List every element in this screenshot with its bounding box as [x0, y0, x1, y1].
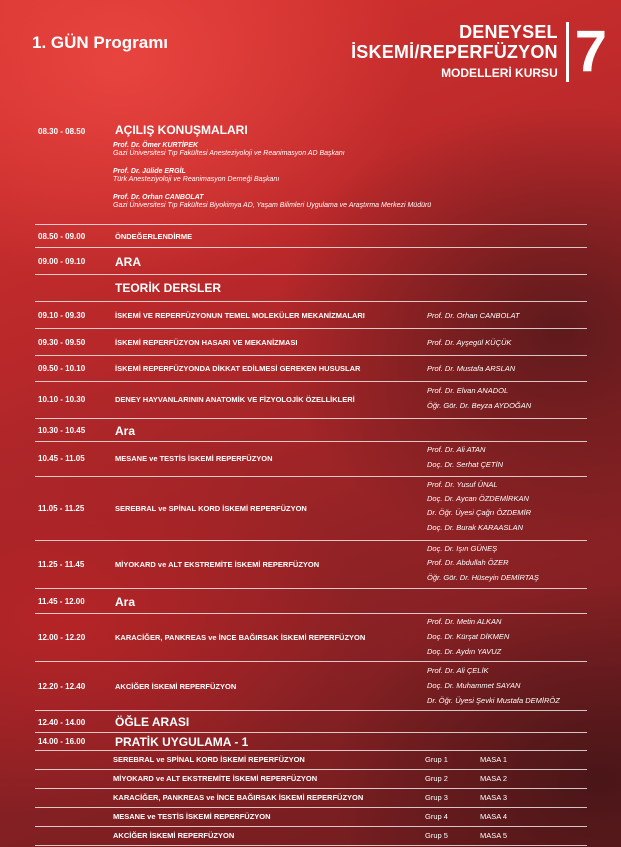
practical-group: Grup 3: [425, 793, 448, 802]
lecture-topic: İSKEMİ REPERFÜZYONDA DİKKAT EDİLMESİ GEREKEN HUSUSLAR: [115, 364, 361, 373]
lecture-time: 10.10 - 10.30: [38, 395, 86, 404]
lecturer: Doç. Dr. Muhammet SAYAN: [427, 681, 521, 690]
lunch-title: ÖĞLE ARASI: [115, 715, 190, 729]
lecture-row: [35, 329, 587, 356]
practical-title: PRATİK UYGULAMA - 1: [115, 735, 249, 749]
practical-table: MASA 5: [480, 831, 508, 840]
break-title: ARA: [115, 255, 141, 269]
practical-topic: MİYOKARD ve ALT EKSTREMİTE İSKEMİ REPERFÜZYON: [113, 774, 318, 783]
speaker-affiliation: Türk Anesteziyoloji ve Reanimasyon Derneği Başkanı: [113, 176, 280, 183]
lecturer: Prof. Dr. Ali ÇELİK: [427, 666, 489, 675]
lecture-time: 09.10 - 09.30: [38, 311, 86, 320]
lecturer: Doç. Dr. Kürşat DİKMEN: [427, 632, 510, 641]
lecturer: Prof. Dr. Ali ATAN: [427, 445, 486, 454]
practical-table: MASA 1: [480, 755, 508, 764]
lunch-time: 12.40 - 14.00: [38, 718, 86, 727]
speaker-affiliation: Gazi Üniversitesi Tıp Fakültesi Biyokimya AD, Yaşam Bilimleri Uygulama ve Araştırma Merkezi Müdürü: [113, 202, 432, 209]
lecture-topic: İSKEMİ REPERFÜZYON HASARI VE MEKANİZMASI: [115, 338, 298, 347]
session-time: 11.05 - 11.25: [38, 504, 85, 513]
speaker: [113, 194, 431, 209]
session-time: 10.45 - 11.05: [38, 454, 85, 463]
practical-row: [35, 827, 587, 846]
lecturer: Doç. Dr. Aydın YAVUZ: [427, 647, 502, 656]
practical-topic: AKCİĞER İSKEMİ REPERFÜZYON: [113, 831, 235, 840]
lecturer: Prof. Dr. Metin ALKAN: [427, 617, 502, 626]
practical-topic: MESANE ve TESTİS İSKEMİ REPERFÜZYON: [113, 812, 271, 821]
opening-time: 08.30 - 08.50: [38, 127, 86, 136]
session-row: [35, 662, 587, 711]
lecture-row: [35, 356, 587, 382]
practical-group: Grup 4: [425, 812, 448, 821]
session-topic: AKCİĞER İSKEMİ REPERFÜZYON: [115, 682, 237, 691]
lecturer: Dr. Öğr. Üyesi Şevki Mustafa DEMİRÖZ: [427, 696, 560, 705]
break-row: [35, 589, 587, 614]
theory-title: TEORİK DERSLER: [115, 281, 222, 295]
practical-group: Grup 2: [425, 774, 448, 783]
session-time: 12.20 - 12.40: [38, 682, 86, 691]
course-number: 7: [574, 19, 607, 84]
pretest-time: 08.50 - 09.00: [38, 232, 86, 241]
practical-group: Grup 5: [425, 831, 448, 840]
break-row: [35, 248, 587, 275]
lecture-topic: DENEY HAYVANLARININ ANATOMİK VE FİZYOLOJİK ÖZELLİKLERİ: [115, 395, 355, 404]
practical-row: [35, 751, 587, 770]
session-topic: SEREBRAL ve SPİNAL KORD İSKEMİ REPERFÜZYON: [115, 504, 307, 513]
break-title: Ara: [115, 595, 136, 609]
lecture-time: 09.50 - 10.10: [38, 364, 86, 373]
practical-heading-row: [35, 733, 587, 751]
lecturer: Öğr. Gör. Dr. Hüseyin DEMİRTAŞ: [427, 573, 539, 582]
opening-row: [35, 118, 587, 225]
day-title: 1. GÜN Programı: [32, 33, 169, 52]
practical-row: [35, 770, 587, 789]
course-title-line3: MODELLERİ KURSU: [441, 66, 558, 80]
speaker-name: Prof. Dr. Orhan CANBOLAT: [113, 194, 204, 201]
session-row: [35, 477, 587, 541]
lecturer: Öğr. Gör. Dr. Beyza AYDOĞAN: [427, 401, 532, 410]
session-topic: MESANE ve TESTİS İSKEMİ REPERFÜZYON: [115, 454, 273, 463]
lecturer: Prof. Dr. Yusuf ÜNAL: [427, 480, 498, 489]
lecture-row: [35, 302, 587, 329]
course-title-line2: İSKEMİ/REPERFÜZYON: [351, 42, 558, 62]
lecture-topic: İSKEMİ VE REPERFÜZYONUN TEMEL MOLEKÜLER MEKANİZMALARI: [115, 311, 365, 320]
session-row: [35, 614, 587, 662]
break-title: Ara: [115, 424, 136, 438]
practical-table: MASA 3: [480, 793, 508, 802]
lunch-row: [35, 711, 587, 733]
opening-title: AÇILIŞ KONUŞMALARI: [115, 123, 248, 137]
practical-row: [35, 808, 587, 827]
practical-time: 14.00 - 16.00: [38, 737, 86, 746]
speaker: [113, 168, 279, 183]
lecturer: Prof. Dr. Abdullah ÖZER: [427, 558, 509, 567]
lecturer: Doç. Dr. Serhat ÇETİN: [427, 460, 503, 469]
break-row: [35, 419, 587, 442]
lecturer: Prof. Dr. Ayşegül KÜÇÜK: [427, 338, 512, 347]
lecture-row: [35, 382, 587, 419]
lecturer: Dr. Öğr. Üyesi Çağrı ÖZDEMİR: [427, 508, 532, 517]
practical-topic: KARACİĞER, PANKREAS ve İNCE BAĞIRSAK İSKEMİ REPERFÜZYON: [113, 793, 364, 802]
speaker-name: Prof. Dr. Jülide ERGİL: [113, 168, 186, 175]
practical-group: Grup 1: [425, 755, 448, 764]
pretest-row: [35, 225, 587, 248]
lecturer: Prof. Dr. Orhan CANBOLAT: [427, 311, 520, 320]
practical-table: MASA 2: [480, 774, 508, 783]
lecturer: Doç. Dr. Işın GÜNEŞ: [427, 544, 498, 553]
break-time: 10.30 - 10.45: [38, 426, 86, 435]
lecture-time: 09.30 - 09.50: [38, 338, 86, 347]
practical-row: [35, 789, 587, 808]
break-time: 11.45 - 12.00: [38, 597, 85, 606]
session-time: 12.00 - 12.20: [38, 633, 86, 642]
practical-topic: SEREBRAL ve SPİNAL KORD İSKEMİ REPERFÜZYON: [113, 755, 305, 764]
lecturer: Doç. Dr. Burak KARAASLAN: [427, 523, 524, 532]
lecturer: Doç. Dr. Aycan ÖZDEMİRKAN: [427, 494, 529, 503]
speaker-name: Prof. Dr. Ömer KURTİPEK: [113, 142, 199, 149]
session-topic: KARACİĞER, PANKREAS ve İNCE BAĞIRSAK İSKEMİ REPERFÜZYON: [115, 633, 366, 642]
session-topic: MİYOKARD ve ALT EKSTREMİTE İSKEMİ REPERFÜZYON: [115, 560, 320, 569]
speaker: [113, 142, 345, 157]
session-time: 11.25 - 11.45: [38, 560, 85, 569]
course-title-line1: DENEYSEL: [459, 22, 558, 42]
pretest-title: ÖNDEĞERLENDİRME: [115, 232, 193, 241]
speaker-affiliation: Gazi Üniversitesi Tıp Fakültesi Anesteziyoloji ve Reanimasyon AD Başkanı: [113, 150, 345, 157]
lecturer: Prof. Dr. Mustafa ARSLAN: [427, 364, 516, 373]
session-row: [35, 541, 587, 589]
course-logo: [351, 19, 607, 84]
practical-table: MASA 4: [480, 812, 508, 821]
break-time: 09.00 - 09.10: [38, 257, 86, 266]
theory-heading-row: [35, 275, 587, 302]
program-table: [35, 118, 587, 846]
lecturer: Prof. Dr. Elvan ANADOL: [427, 386, 509, 395]
session-row: [35, 442, 587, 477]
